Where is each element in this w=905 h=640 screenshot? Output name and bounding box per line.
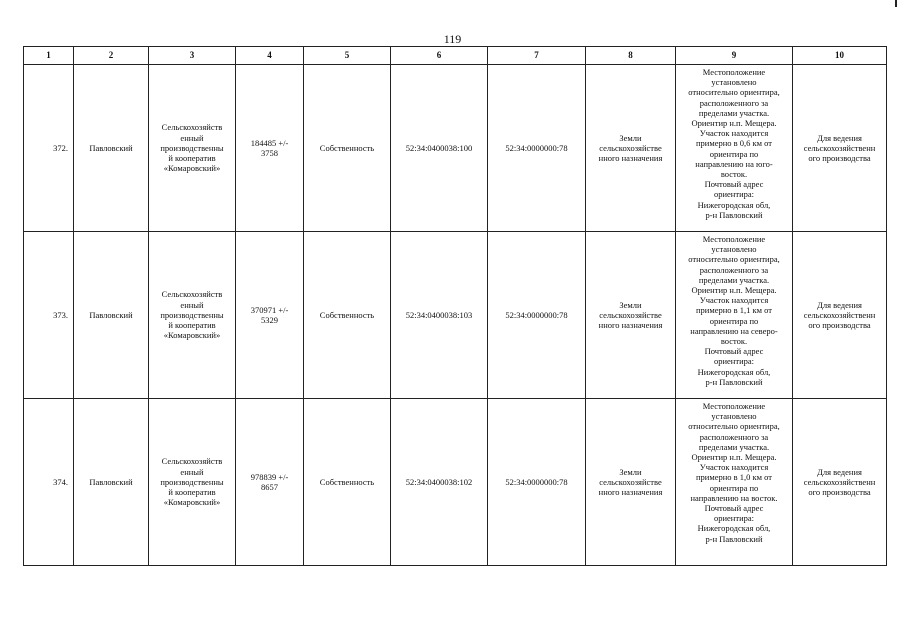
- header-cell: 1: [24, 47, 74, 65]
- table-row: [24, 399, 887, 566]
- header-cell: 4: [236, 47, 304, 65]
- location-cell: Местоположение установлено относительно ориентира, расположенного за пределами участка. Ориентир н.п. Мещера. Участок находится примерно в 0,6 км от ориентира по направлению на юго- восток. Почтовый адрес ориентира: Нижегородская обл, р-н Павловский: [676, 65, 793, 232]
- location-cell: Местоположение установлено относительно ориентира, расположенного за пределами участка. Ориентир н.п. Мещера. Участок находится примерно в 1,0 км от ориентира по направлению на восток. Почтовый адрес ориентира: Нижегородская обл, р-н Павловский: [676, 399, 793, 566]
- owner-cell: Сельскохозяйств енный производственны й кооператив «Комаровский»: [149, 399, 236, 566]
- header-cell: 3: [149, 47, 236, 65]
- land-category-cell: Земли сельскохозяйстве нного назначения: [586, 399, 676, 566]
- owner-cell: Сельскохозяйств енный производственны й кооператив «Комаровский»: [149, 65, 236, 232]
- cadastral-number-cell: 52:34:0400038:102: [391, 399, 488, 566]
- header-cell: 9: [676, 47, 793, 65]
- district-cell: Павловский: [74, 65, 149, 232]
- right-type-cell: Собственность: [304, 65, 391, 232]
- scan-corner-mark: [895, 0, 897, 7]
- permitted-use-cell: Для ведения сельскохозяйственн ого производства: [793, 65, 887, 232]
- land-category-cell: Земли сельскохозяйстве нного назначения: [586, 65, 676, 232]
- header-cell: 10: [793, 47, 887, 65]
- row-number: 372.: [24, 65, 74, 232]
- row-number: 374.: [24, 399, 74, 566]
- district-cell: Павловский: [74, 399, 149, 566]
- header-cell: 5: [304, 47, 391, 65]
- area-cell: 978839 +/- 8657: [236, 399, 304, 566]
- owner-cell: Сельскохозяйств енный производственны й кооператив «Комаровский»: [149, 232, 236, 399]
- header-cell: 2: [74, 47, 149, 65]
- parent-cadastral-cell: 52:34:0000000:78: [488, 232, 586, 399]
- district-cell: Павловский: [74, 232, 149, 399]
- page-number: 119: [443, 32, 462, 46]
- land-registry-table: [23, 46, 887, 566]
- header-cell: 7: [488, 47, 586, 65]
- row-number: 373.: [24, 232, 74, 399]
- cadastral-number-cell: 52:34:0400038:100: [391, 65, 488, 232]
- parent-cadastral-cell: 52:34:0000000:78: [488, 399, 586, 566]
- permitted-use-cell: Для ведения сельскохозяйственн ого производства: [793, 232, 887, 399]
- right-type-cell: Собственность: [304, 232, 391, 399]
- parent-cadastral-cell: 52:34:0000000:78: [488, 65, 586, 232]
- land-category-cell: Земли сельскохозяйстве нного назначения: [586, 232, 676, 399]
- area-cell: 370971 +/- 5329: [236, 232, 304, 399]
- right-type-cell: Собственность: [304, 399, 391, 566]
- header-cell: 6: [391, 47, 488, 65]
- location-cell: Местоположение установлено относительно ориентира, расположенного за пределами участка. Ориентир н.п. Мещера. Участок находится примерно в 1,1 км от ориентира по направлению на северо- восток. Почтовый адрес ориентира: Нижегородская обл, р-н Павловский: [676, 232, 793, 399]
- permitted-use-cell: Для ведения сельскохозяйственн ого производства: [793, 399, 887, 566]
- cadastral-number-cell: 52:34:0400038:103: [391, 232, 488, 399]
- header-cell: 8: [586, 47, 676, 65]
- header-row: [24, 47, 887, 65]
- table-row: [24, 232, 887, 399]
- area-cell: 184485 +/- 3758: [236, 65, 304, 232]
- table-row: [24, 65, 887, 232]
